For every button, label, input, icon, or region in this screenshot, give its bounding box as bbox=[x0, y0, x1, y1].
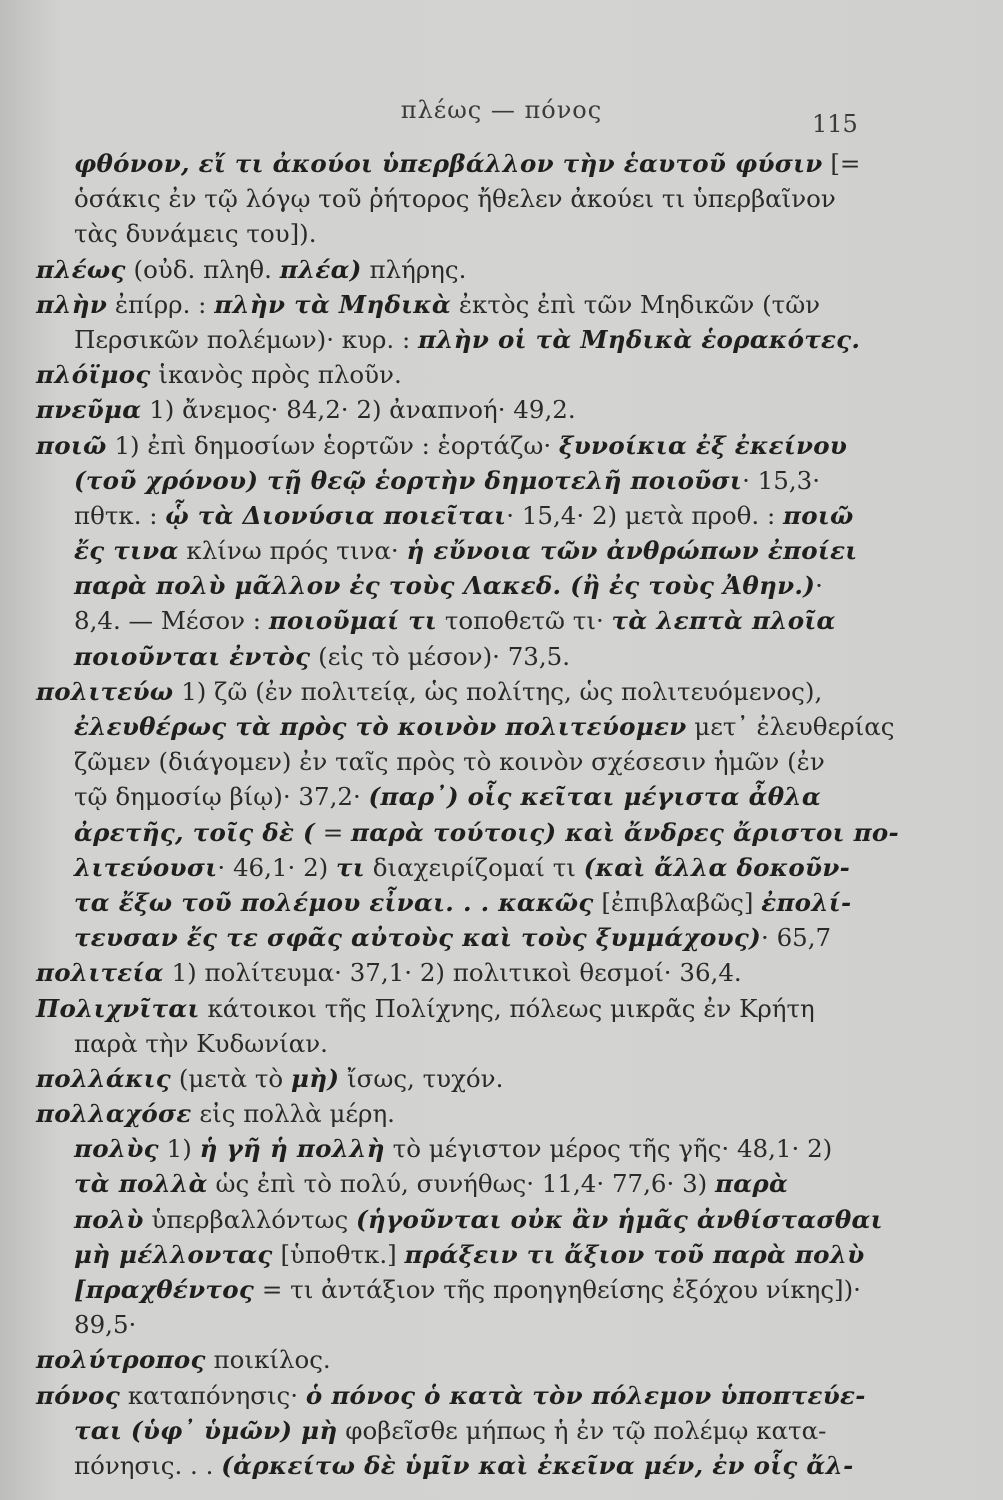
text-line bbox=[36, 1342, 858, 1377]
headword: Πολιχνῖται bbox=[36, 993, 200, 1023]
gloss-text: τὸ μέγιστον μέρος τῆς γῆς· 48,1· 2) bbox=[384, 1134, 833, 1164]
quotation: ἐπολί- bbox=[761, 887, 852, 917]
quotation: παρὰ τούτοις) καὶ ἄνδρες ἄριστοι πο- bbox=[351, 817, 899, 847]
quotation: μὴ) bbox=[290, 1063, 340, 1093]
text-line bbox=[36, 1096, 858, 1131]
text-line bbox=[36, 216, 858, 251]
text-line bbox=[36, 1166, 858, 1201]
gloss-text: · 15,3· bbox=[742, 465, 820, 495]
gloss-text: (μετὰ τὸ bbox=[171, 1063, 291, 1093]
gloss-text: 1) bbox=[158, 1134, 200, 1164]
gloss-text: = τι ἀντάξιον τῆς προηγηθείσης ἐξόχου νίκης])· bbox=[254, 1275, 861, 1304]
gloss-text: ὑπερβαλλόντως bbox=[143, 1204, 356, 1234]
gloss-text: φοβεῖσθε μήπως ἡ ἐν τῷ πολέμῳ κατα- bbox=[337, 1415, 827, 1445]
text-line bbox=[36, 463, 858, 498]
gloss-text: 1) ἄνεμος· 84,2· 2) ἀναπνοή· 49,2. bbox=[141, 395, 576, 425]
gloss-text: ζῶμεν (διάγομεν) ἐν ταῖς πρὸς τὸ κοινὸν σχέσεσιν ἡμῶν (ἐν bbox=[74, 747, 825, 777]
text-line bbox=[36, 709, 895, 744]
quotation: ᾧ τὰ Διονύσια ποιεῖται bbox=[165, 500, 507, 530]
text-line bbox=[36, 1202, 883, 1237]
gloss-text: εἰς πολλὰ μέρη. bbox=[191, 1099, 395, 1129]
quotation: παρὰ bbox=[715, 1169, 789, 1199]
headword: πολλάκις bbox=[36, 1063, 172, 1093]
headword: πόνος bbox=[36, 1380, 121, 1410]
gloss-text: (οὐδ. πληθ. bbox=[125, 254, 280, 284]
quotation: ἡ εὔνοια τῶν ἀνθρώπων ἐποίει bbox=[406, 536, 858, 566]
gloss-text: ἐπίρρ. : bbox=[107, 289, 215, 319]
lexicon-entries bbox=[36, 146, 899, 1483]
headword: ποιῶ bbox=[36, 430, 107, 460]
text-line bbox=[36, 392, 858, 427]
text-line bbox=[36, 357, 858, 392]
quotation: πλὴν τὰ Μηδικὰ bbox=[214, 289, 452, 319]
text-line bbox=[36, 991, 858, 1026]
headword: πλόϊμος bbox=[36, 360, 151, 390]
text-line bbox=[36, 1272, 861, 1307]
quotation: ποιοῦμαί τι bbox=[268, 606, 438, 636]
quotation: πολὺ bbox=[74, 1204, 144, 1234]
gloss-text: 1) πολίτευμα· 37,1· 2) πολιτικοὶ θεσμοί· 36,4. bbox=[163, 958, 742, 988]
text-line bbox=[36, 498, 858, 533]
text-line bbox=[36, 744, 858, 779]
quotation: τὰ πολλὰ bbox=[74, 1169, 208, 1199]
gloss-text: κάτοικοι τῆς Πολίχνης, πόλεως μικρᾶς ἐν Κρήτη bbox=[199, 993, 815, 1023]
headword: πλὴν bbox=[36, 289, 108, 319]
text-line bbox=[36, 252, 858, 287]
gloss-text: κλίνω πρός τινα· bbox=[178, 536, 407, 566]
gloss-text: ποικίλος. bbox=[205, 1345, 331, 1375]
headword: πολὺς bbox=[74, 1134, 159, 1164]
text-line bbox=[36, 1378, 866, 1413]
text-line bbox=[36, 568, 858, 603]
text-line bbox=[36, 1026, 858, 1061]
quotation: ἔς τινα bbox=[74, 536, 179, 566]
gloss-text: τοποθετῶ τι· bbox=[437, 606, 612, 636]
quotation: πλέα) bbox=[279, 254, 362, 284]
text-line bbox=[36, 1448, 858, 1483]
text-line bbox=[36, 815, 899, 850]
gloss-text: τὰς δυνάμεις του]). bbox=[74, 219, 317, 249]
quotation: πράξειν τι ἄξιον τοῦ παρὰ πολὺ bbox=[404, 1239, 865, 1269]
text-line bbox=[36, 1131, 858, 1166]
text-line bbox=[36, 850, 858, 885]
quotation: λιτεύουσι bbox=[74, 852, 218, 882]
headword: πολλαχόσε bbox=[36, 1099, 192, 1129]
quotation: πλὴν οἱ τὰ Μηδικὰ ἑορακότες. bbox=[418, 324, 861, 354]
quotation: ἡ γῆ ἡ πολλὴ bbox=[199, 1134, 385, 1164]
gloss-text: (εἰς τὸ μέσον)· 73,5. bbox=[310, 641, 571, 671]
gloss-text: · 46,1· 2) bbox=[217, 852, 337, 882]
gloss-text: [= bbox=[822, 149, 861, 178]
quotation: ἐλευθέρως τὰ πρὸς τὸ κοινὸν πολιτεύομεν bbox=[74, 712, 687, 741]
text-line bbox=[36, 287, 858, 322]
gloss-text: 1) ζῶ (ἐν πολιτείᾳ, ὡς πολίτης, ὡς πολιτευόμενος), bbox=[173, 676, 823, 706]
gloss-text: = bbox=[314, 817, 352, 847]
gloss-text: 8,4. — Μέσον : bbox=[74, 606, 269, 636]
gloss-text: διαχειρίζομαί τι bbox=[364, 852, 584, 882]
text-line bbox=[36, 639, 858, 674]
text-line bbox=[36, 533, 858, 568]
page-number: 115 bbox=[812, 110, 858, 138]
text-line bbox=[36, 674, 858, 709]
text-line bbox=[36, 1307, 858, 1342]
quotation: τευσαν ἔς τε σφᾶς αὐτοὺς καὶ τοὺς ξυμμάχους) bbox=[74, 923, 761, 953]
gloss-text: ὁσάκις ἐν τῷ λόγῳ τοῦ ῥήτορος ἤθελεν ἀκούει τι ὑπερβαῖνον bbox=[74, 184, 836, 214]
gloss-text: πλήρης. bbox=[361, 254, 467, 284]
running-head: πλέως — πόνος bbox=[400, 96, 603, 124]
text-line bbox=[36, 322, 861, 357]
gloss-text: · 15,4· 2) μετὰ προθ. : bbox=[506, 500, 784, 530]
quotation: παρὰ πολὺ μᾶλλον ἐς τοὺς Λακεδ. (ἢ ἐς τοὺς Ἀθην.) bbox=[74, 571, 816, 601]
gloss-text: καταπόνησις· bbox=[120, 1380, 306, 1410]
quotation: τι bbox=[336, 852, 365, 882]
quotation: [πραχθέντος bbox=[74, 1275, 255, 1304]
quotation: (παρ᾽) οἷς κεῖται μέγιστα ἆθλα bbox=[368, 782, 822, 812]
gloss-text: ὡς ἐπὶ τὸ πολύ, συνήθως· 11,4· 77,6· 3) bbox=[207, 1169, 716, 1199]
gloss-text: πόνησις. . . bbox=[74, 1450, 222, 1480]
gloss-text: Περσικῶν πολέμων)· κυρ. : bbox=[74, 324, 418, 354]
text-line bbox=[36, 920, 858, 955]
gloss-text: παρὰ τὴν Κυδωνίαν. bbox=[74, 1028, 328, 1058]
gloss-text: 1) ἐπὶ δημοσίων ἑορτῶν : ἑορτάζω· bbox=[106, 430, 559, 460]
quotation: ποιοῦνται ἐντὸς bbox=[74, 641, 311, 671]
quotation: τα ἔξω τοῦ πολέμου εἶναι. . . κακῶς bbox=[74, 887, 594, 917]
gloss-text: μετ᾽ ἐλευθερίας bbox=[686, 712, 895, 741]
quotation: τὰ λεπτὰ πλοῖα bbox=[611, 606, 836, 636]
text-line bbox=[36, 1061, 858, 1096]
text-line bbox=[36, 1237, 865, 1272]
gloss-text: ἱκανὸς πρὸς πλοῦν. bbox=[150, 360, 402, 390]
quotation: (ἀρκείτω δὲ ὑμῖν καὶ ἐκεῖνα μέν, ἐν οἷς ἄλ- bbox=[221, 1450, 854, 1480]
headword: πολιτεία bbox=[36, 958, 164, 988]
gloss-text: · bbox=[815, 571, 823, 601]
text-line bbox=[36, 428, 858, 463]
text-line bbox=[36, 181, 858, 216]
text-line bbox=[36, 146, 861, 181]
gloss-text: πθτκ. : bbox=[74, 500, 166, 530]
text-line bbox=[36, 955, 858, 990]
text-line bbox=[36, 885, 858, 920]
gloss-text: τῷ δημοσίῳ βίῳ)· 37,2· bbox=[74, 782, 369, 812]
quotation: (τοῦ χρόνου) τῇ θεῷ ἑορτὴν δημοτελῆ ποιοῦσι bbox=[74, 465, 743, 495]
text-line bbox=[36, 779, 858, 814]
headword: πνεῦμα bbox=[36, 395, 142, 425]
quotation: φθόνον, εἴ τι ἀκούοι ὑπερβάλλον τὴν ἑαυτοῦ φύσιν bbox=[74, 149, 823, 178]
gloss-text: ἐκτὸς ἐπὶ τῶν Μηδικῶν (τῶν bbox=[451, 289, 821, 319]
gloss-text: · 65,7 bbox=[761, 923, 832, 953]
headword: πολιτεύω bbox=[36, 676, 174, 706]
text-line bbox=[36, 1413, 858, 1448]
quotation: (καὶ ἄλλα δοκοῦν- bbox=[583, 852, 851, 882]
quotation: (ἡγοῦνται οὐκ ἂν ἡμᾶς ἀνθίστασθαι bbox=[356, 1204, 883, 1234]
quotation: ὁ πόνος ὁ κατὰ τὸν πόλεμον ὑποπτεύε- bbox=[305, 1380, 866, 1410]
gloss-text: ἴσως, τυχόν. bbox=[339, 1063, 504, 1093]
gloss-text: 89,5· bbox=[74, 1310, 137, 1340]
gloss-text: [ἐπιβλαβῶς] bbox=[593, 887, 762, 917]
quotation: μὴ μέλλοντας bbox=[74, 1239, 273, 1269]
headword: πολύτροπος bbox=[36, 1345, 206, 1375]
quotation: ποιῶ bbox=[783, 500, 854, 530]
quotation: ξυνοίκια ἐξ ἐκείνου bbox=[558, 430, 848, 460]
text-line bbox=[36, 603, 858, 638]
quotation: ἀρετῆς, τοῖς δὲ ( bbox=[74, 817, 315, 847]
gloss-text: [ὑποθτκ.] bbox=[272, 1239, 405, 1269]
quotation: ται (ὑφ᾽ ὑμῶν) μὴ bbox=[74, 1415, 338, 1445]
headword: πλέως bbox=[36, 254, 126, 284]
